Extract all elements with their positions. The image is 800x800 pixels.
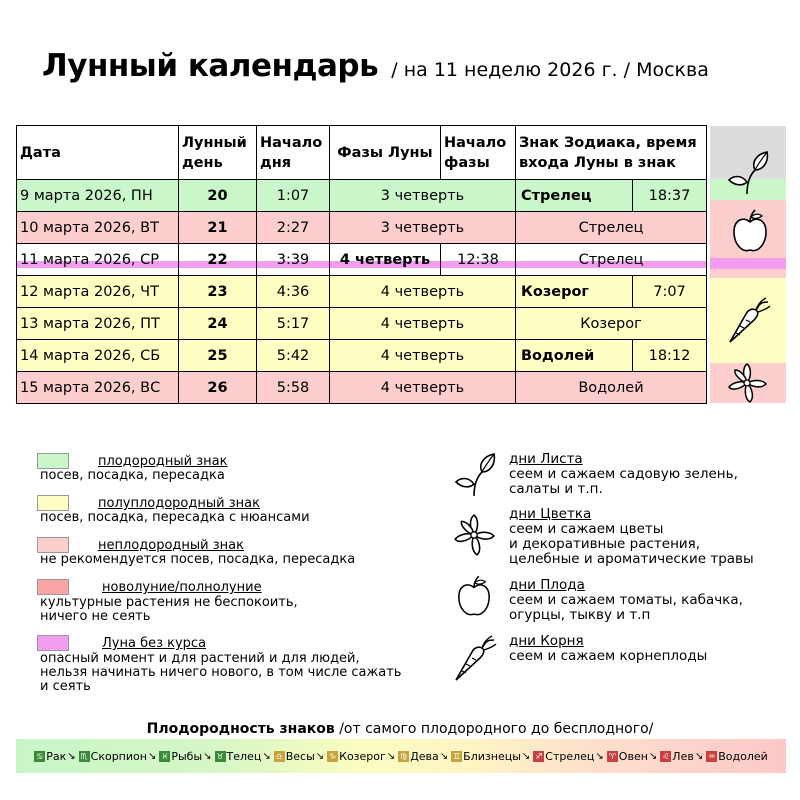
zodiac-glyph-icon: ♓ [161,751,169,761]
header-phase-start: Начало фазы [441,126,516,180]
zodiac-sign-item [79,750,157,763]
table-row [17,372,707,404]
legend-desc-void-moon-2: нельзя начинать ничего нового, в том числе сажать [40,665,402,680]
cell-phase: 4 четверть [330,276,516,308]
legend-leaf [509,452,738,497]
legend-title-semi-fertile: полуплодородный знак [98,496,260,511]
cell-day-start: 1:07 [257,180,330,212]
zodiac-glyph-icon: ♌ [662,751,670,761]
zodiac-sign-name: Стрелец [545,749,595,763]
zodiac-sign-name: Телец [226,749,262,763]
legend-swatch-new-full-moon [37,579,69,595]
legend-root-title: дни Корня [509,633,584,649]
legend-title-new-full-moon: новолуние/полнолуние [102,580,262,595]
zodiac-glyph-icon: ♊ [453,751,461,761]
cell-zodiac: Козерог [516,276,633,308]
fertility-bar [16,739,786,773]
legend-fruit-desc-2: огурцы, тыкву и т.п [509,607,651,623]
zodiac-sign-name: Весы [285,749,315,763]
cell-day-start: 5:42 [257,340,330,372]
cell-zodiac: Стрелец [516,244,707,276]
side-void-strip [710,258,786,269]
cell-date: 13 марта 2026, ПТ [17,308,179,340]
legend-flower [509,507,754,567]
zodiac-sign-item [706,750,768,763]
legend-swatch-semi-fertile [37,495,69,511]
cell-date: 10 марта 2026, ВТ [17,212,179,244]
table-row [17,212,707,244]
table-header-row [17,126,707,180]
lunar-calendar-table [16,125,707,404]
cell-day-start: 2:27 [257,212,330,244]
arrow-icon: ↘ [521,750,531,762]
legend-desc-new-full-moon-1: культурные растения не беспокоить, [40,595,298,610]
cell-zodiac-time: 18:37 [633,180,707,212]
legend-desc-fertile: посев, посадка, пересадка [40,468,225,483]
cell-lunar-day: 26 [179,372,257,404]
page-title: Лунный календарь [42,48,379,84]
cell-day-start: 5:58 [257,372,330,404]
legend-desc-infertile: не рекомендуется посев, посадка, пересадка [40,552,356,567]
zodiac-sign-item [34,750,75,763]
legend-flower-desc-2: и декоративные растения, [509,536,701,552]
zodiac-sign-name: Скорпион [90,749,147,763]
zodiac-sign-name: Водолей [718,749,768,763]
legend-title-infertile: неплодородный знак [98,538,244,553]
legend-leaf-desc-2: салаты и т.п. [509,481,603,497]
legend-desc-void-moon-1: опасный момент и для растений и для людей, [40,651,360,666]
cell-phase: 4 четверть [330,244,441,276]
zodiac-glyph-icon: ♉ [216,751,224,761]
legend-fruit-title: дни Плода [509,577,585,593]
header-phase: Фазы Луны [330,126,441,180]
cell-zodiac: Козерог [516,308,707,340]
legend-swatch-infertile [37,537,69,553]
zodiac-glyph-icon: ♏ [80,751,88,761]
legend-desc-semi-fertile: посев, посадка, пересадка с нюансами [40,510,310,525]
cell-date: 11 марта 2026, СР [17,244,179,276]
legend-leaf-desc-1: сеем и сажаем садовую зелень, [509,466,738,482]
zodiac-sign-item [159,750,211,763]
zodiac-sign-item [451,750,530,763]
zodiac-sign-item [607,750,658,763]
cell-date: 9 марта 2026, ПН [17,180,179,212]
header-date: Дата [17,126,179,180]
zodiac-glyph-icon: ♋ [36,751,44,761]
zodiac-sign-name: Близнецы [463,749,521,763]
table-row [17,180,707,212]
cell-phase: 3 четверть [330,212,516,244]
arrow-icon: ↘ [439,750,449,762]
cell-phase: 4 четверть [330,308,516,340]
cell-phase-time: 12:38 [441,244,516,276]
page-header [42,48,782,84]
carrot-icon [452,634,498,684]
flower-icon [726,362,768,404]
arrow-icon: ↘ [262,750,271,762]
zodiac-glyph-icon: ♑ [329,751,337,761]
arrow-icon: ↘ [595,750,604,762]
cell-zodiac-time: 18:12 [633,340,707,372]
cell-date: 12 марта 2026, ЧТ [17,276,179,308]
page-subtitle: / на 11 неделю 2026 г. / Москва [391,59,709,81]
zodiac-sign-name: Козерог [339,749,386,763]
legend-title-fertile: плодородный знак [98,454,228,469]
arrow-icon: ↘ [67,750,76,762]
zodiac-sign-item [215,750,271,763]
table-row [17,244,707,276]
apple-icon [456,574,492,620]
table-row [17,276,707,308]
zodiac-sign-item [660,750,703,763]
zodiac-glyph-icon: ♈ [608,751,616,761]
cell-lunar-day: 20 [179,180,257,212]
arrow-icon: ↘ [203,750,212,762]
legend-desc-new-full-moon-2: ничего не сеять [40,609,151,624]
arrow-icon: ↘ [694,750,704,762]
cell-lunar-day: 24 [179,308,257,340]
legend-flower-desc-1: сеем и сажаем цветы [509,521,664,537]
cell-date: 15 марта 2026, ВС [17,372,179,404]
zodiac-sign-name: Дева [410,749,439,763]
cell-zodiac: Стрелец [516,212,707,244]
zodiac-sign-name: Рак [46,749,67,763]
cell-zodiac: Водолей [516,372,707,404]
zodiac-glyph-icon: ♒ [708,751,716,761]
zodiac-glyph-icon: ♎ [275,751,283,761]
cell-lunar-day: 22 [179,244,257,276]
zodiac-glyph-icon: ♐ [535,751,543,761]
apple-icon [731,208,769,256]
arrow-icon: ↘ [386,750,396,762]
cell-day-start: 4:36 [257,276,330,308]
header-lunar-day: Лунный день [179,126,257,180]
legend-swatch-void-moon [37,635,69,651]
cell-lunar-day: 25 [179,340,257,372]
zodiac-sign-item [327,750,395,763]
arrow-icon: ↘ [315,750,325,762]
legend-flower-title: дни Цветка [509,506,592,522]
zodiac-sign-name: Рыбы [171,749,203,763]
cell-zodiac: Стрелец [516,180,633,212]
header-zodiac: Знак Зодиака, время входа Луны в знак [516,126,707,180]
cell-date: 14 марта 2026, СБ [17,340,179,372]
legend-swatch-fertile [37,453,69,469]
legend-flower-desc-3: целебные и ароматические травы [509,551,754,567]
legend-leaf-title: дни Листа [509,451,583,467]
carrot-icon [726,296,772,346]
cell-phase: 4 четверть [330,340,516,372]
zodiac-sign-name: Лев [672,749,694,763]
flower-icon [452,513,496,557]
zodiac-sign-item [533,750,604,763]
cell-lunar-day: 21 [179,212,257,244]
cell-phase: 3 четверть [330,180,516,212]
cell-lunar-day: 23 [179,276,257,308]
cell-zodiac-time: 7:07 [633,276,707,308]
leaf-icon [452,450,498,498]
table-row [17,308,707,340]
zodiac-sign-item [398,750,448,763]
legend-root [509,634,707,664]
header-day-start: Начало дня [257,126,330,180]
legend-title-void-moon: Луна без курса [102,636,207,651]
zodiac-glyph-icon: ♍ [400,751,408,761]
cell-phase: 4 четверть [330,372,516,404]
fertility-title: Плодородность знаков /от самого плодородного до бесплодного/ [146,721,654,737]
cell-zodiac: Водолей [516,340,633,372]
arrow-icon: ↘ [648,750,658,762]
cell-day-start: 3:39 [257,244,330,276]
arrow-icon: ↘ [147,750,157,762]
table-row [17,340,707,372]
zodiac-sign-name: Овен [618,749,648,763]
legend-root-desc-1: сеем и сажаем корнеплоды [509,648,708,664]
leaf-icon [725,148,771,196]
legend-fruit [509,578,743,623]
cell-day-start: 5:17 [257,308,330,340]
legend-desc-void-moon-3: и сеять [40,679,91,694]
legend-fruit-desc-1: сеем и сажаем томаты, кабачка, [509,592,743,608]
zodiac-sign-item [274,750,324,763]
